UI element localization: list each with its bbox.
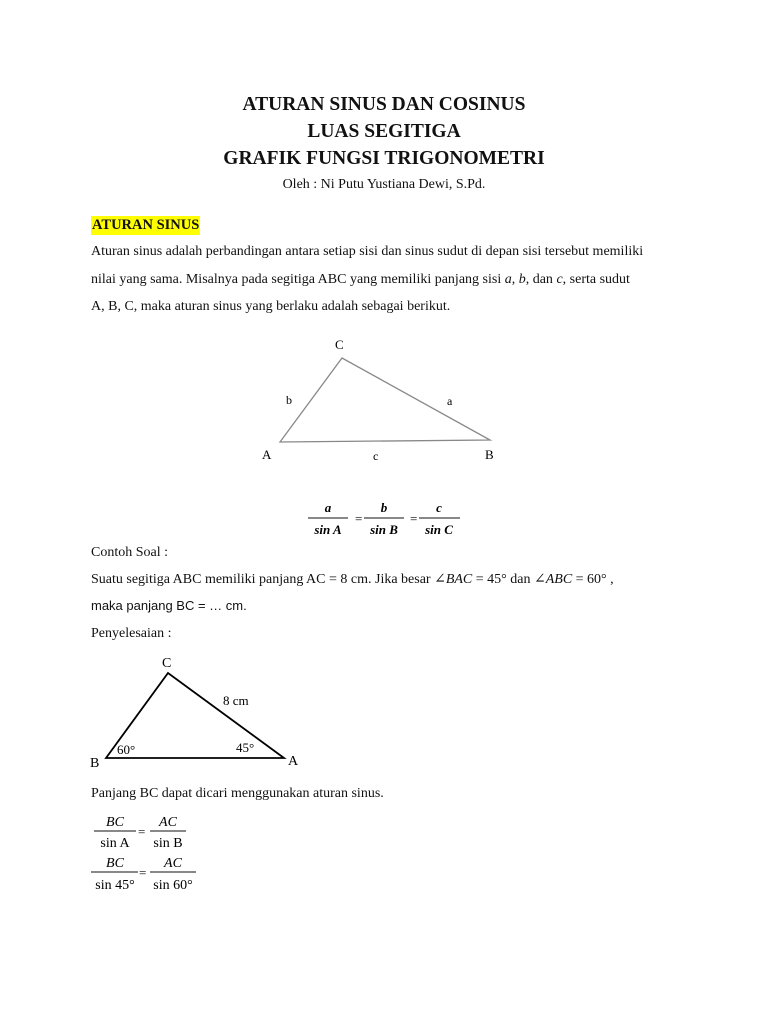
frac-a-den: sin A	[314, 522, 342, 537]
eq-2: =	[410, 511, 418, 526]
section-heading: ATURAN SINUS	[92, 217, 200, 233]
question-text: = 60° ,	[572, 572, 614, 587]
frac-c-num: c	[436, 500, 442, 515]
frac-b-num: b	[380, 500, 388, 515]
angle-bac: ∠BAC	[434, 572, 473, 587]
eq-1: =	[355, 511, 363, 526]
row1-eq: =	[138, 824, 146, 839]
vertex-label-c: C	[162, 656, 172, 671]
sine-rule-formula	[300, 495, 470, 545]
row2-num-right: AC	[164, 856, 182, 871]
solution-intro: Panjang BC dapat dicari menggunakan aturan sinus.	[91, 786, 384, 801]
example-label: Contoh Soal :	[91, 545, 169, 560]
paragraph-line-1: Aturan sinus adalah perbandingan antara setiap sisi dan sinus sudut di depan sisi tersebut memiliki	[91, 244, 644, 259]
frac-a-num: a	[324, 500, 332, 515]
side-label-a: a	[447, 394, 453, 408]
var-c: c	[556, 272, 563, 287]
row2-den-right: sin 60°	[153, 878, 193, 893]
frac-c-den: sin C	[425, 522, 453, 537]
example-triangle-diagram	[80, 650, 320, 775]
side-label-c: c	[373, 449, 379, 463]
author-line: Oleh : Ni Putu Yustiana Dewi, S.Pd.	[282, 177, 486, 192]
angle-label-b: 60°	[117, 742, 136, 757]
row2-eq: =	[139, 865, 147, 880]
row1-den-left: sin A	[100, 836, 130, 851]
vertex-label-b: B	[485, 447, 494, 462]
title-line-2: LUAS SEGITIGA	[307, 121, 461, 142]
frac-b-den: sin B	[370, 522, 398, 537]
paragraph-line-3: A, B, C, maka aturan sinus yang berlaku adalah sebagai berikut.	[91, 299, 451, 314]
angle-abc: ∠ABC	[533, 572, 573, 587]
question-text: = 45° dan	[472, 572, 534, 587]
side-label-ac: 8 cm	[223, 693, 249, 708]
triangle-abc-diagram	[250, 330, 520, 470]
para-text: , serta sudut	[562, 272, 630, 287]
para-text: ,	[511, 272, 519, 287]
solution-equations	[88, 810, 208, 900]
triangle-abc-shape	[280, 358, 490, 442]
side-label-b: b	[286, 393, 292, 407]
title-line-1: ATURAN SINUS DAN COSINUS	[242, 94, 526, 115]
title-line-3: GRAFIK FUNGSI TRIGONOMETRI	[223, 148, 545, 169]
var-b: b	[518, 272, 526, 287]
row1-num-right: AC	[159, 815, 177, 830]
question-text: Suatu segitiga ABC memiliki panjang AC = 8 cm. Jika besar	[91, 572, 435, 587]
var-a: a	[504, 272, 512, 287]
vertex-label-a: A	[288, 754, 299, 769]
vertex-label-c: C	[335, 337, 344, 352]
vertex-label-a: A	[262, 447, 272, 462]
row2-den-left: sin 45°	[95, 878, 135, 893]
row1-den-right: sin B	[153, 836, 183, 851]
example-question-line-2: maka panjang BC = … cm.	[91, 598, 247, 613]
row1-num-left: BC	[106, 815, 124, 830]
vertex-label-b: B	[90, 756, 100, 771]
para-text: nilai yang sama. Misalnya pada segitiga ABC yang memiliki panjang sisi	[91, 272, 505, 287]
para-text: , dan	[525, 272, 557, 287]
row2-num-left: BC	[106, 856, 124, 871]
example-question-line-1	[91, 571, 614, 588]
solution-label: Penyelesaian :	[91, 626, 172, 641]
angle-label-a: 45°	[236, 740, 255, 755]
paragraph-line-2	[91, 266, 691, 294]
